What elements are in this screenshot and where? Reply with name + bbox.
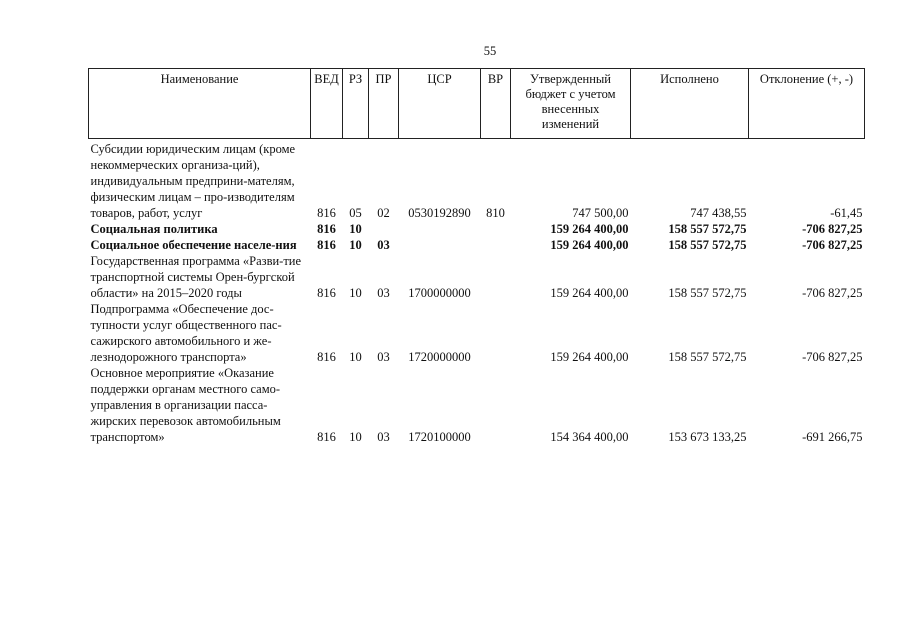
row-deviation: -706 827,25 xyxy=(802,286,863,300)
row-name: Субсидии юридическим лицам (кроме некоммерческих организа-ций), индивидуальным предприни-мателям, физическим лицам – про-изводителям товаров, работ, услуг xyxy=(90,142,296,220)
row-deviation: -706 827,25 xyxy=(802,222,863,236)
row-csr: 1720100000 xyxy=(408,430,471,444)
row-ved: 816 xyxy=(317,430,336,444)
row-deviation: -706 827,25 xyxy=(802,238,863,252)
header-name: Наименование xyxy=(89,69,311,139)
row-executed: 747 438,55 xyxy=(690,206,747,220)
row-vr xyxy=(481,253,511,301)
row-pr: 03 xyxy=(377,286,390,300)
row-executed: 158 557 572,75 xyxy=(668,286,747,300)
row-ved: 816 xyxy=(317,350,336,364)
header-ved: ВЕД xyxy=(311,69,343,139)
row-approved: 159 264 400,00 xyxy=(550,222,629,236)
page-number: 55 xyxy=(483,44,497,58)
row-executed: 158 557 572,75 xyxy=(668,222,747,236)
row-vr xyxy=(481,301,511,365)
row-ved: 816 xyxy=(317,206,336,220)
header-csr: ЦСР xyxy=(399,69,481,139)
row-vr xyxy=(481,365,511,445)
row-rz: 10 xyxy=(349,430,362,444)
row-csr xyxy=(399,237,481,253)
row-approved: 747 500,00 xyxy=(572,206,629,220)
row-csr: 1720000000 xyxy=(408,350,471,364)
table-body xyxy=(89,139,865,446)
row-pr: 02 xyxy=(377,206,390,220)
row-rz: 10 xyxy=(349,222,362,236)
row-name: Подпрограмма «Обеспечение дос-тупности услуг общественного пас-сажирского автомобильного и же-лезнодорожного транспорта» xyxy=(90,302,282,364)
row-pr: 03 xyxy=(377,350,390,364)
table-row xyxy=(89,253,865,301)
row-deviation: -706 827,25 xyxy=(802,350,863,364)
row-approved: 159 264 400,00 xyxy=(550,286,629,300)
row-rz: 10 xyxy=(349,286,362,300)
row-csr: 1700000000 xyxy=(408,286,471,300)
row-rz: 05 xyxy=(349,206,362,220)
row-csr: 0530192890 xyxy=(408,206,471,220)
row-approved: 159 264 400,00 xyxy=(550,238,629,252)
row-vr xyxy=(481,237,511,253)
header-rz: РЗ xyxy=(343,69,369,139)
row-name: Социальное обеспечение населе-ния xyxy=(90,238,297,252)
table-row xyxy=(89,301,865,365)
row-name: Социальная политика xyxy=(90,222,218,236)
table-row xyxy=(89,237,865,253)
row-executed: 158 557 572,75 xyxy=(668,350,747,364)
header-pr: ПР xyxy=(369,69,399,139)
header-executed: Исполнено xyxy=(631,69,749,139)
row-deviation: -691 266,75 xyxy=(802,430,863,444)
row-executed: 158 557 572,75 xyxy=(668,238,747,252)
row-deviation: -61,45 xyxy=(830,206,863,220)
row-pr xyxy=(369,221,399,237)
budget-execution-table xyxy=(88,68,865,445)
row-name: Основное мероприятие «Оказание поддержки органам местного само-управления в организации пасса-жирских перевозок автомобильным транспортом» xyxy=(90,366,281,444)
row-rz: 10 xyxy=(349,238,362,252)
row-name: Государственная программа «Разви-тие транспортной системы Орен-бургской области» на 2015–2020 годы xyxy=(90,254,302,300)
row-approved: 154 364 400,00 xyxy=(550,430,629,444)
row-ved: 816 xyxy=(317,286,336,300)
row-pr: 03 xyxy=(377,238,390,252)
row-vr: 810 xyxy=(486,206,505,220)
row-ved: 816 xyxy=(317,238,336,252)
table-row xyxy=(89,139,865,222)
row-csr xyxy=(399,221,481,237)
header-approved: Утвержденный бюджет с учетом внесенных изменений xyxy=(511,69,631,139)
row-ved: 816 xyxy=(317,222,336,236)
row-pr: 03 xyxy=(377,430,390,444)
row-approved: 159 264 400,00 xyxy=(550,350,629,364)
row-executed: 153 673 133,25 xyxy=(668,430,747,444)
header-deviation: Отклонение (+, -) xyxy=(749,69,865,139)
table-row xyxy=(89,221,865,237)
row-rz: 10 xyxy=(349,350,362,364)
row-vr xyxy=(481,221,511,237)
table-row xyxy=(89,365,865,445)
table-header xyxy=(89,69,865,139)
header-vr: ВР xyxy=(481,69,511,139)
